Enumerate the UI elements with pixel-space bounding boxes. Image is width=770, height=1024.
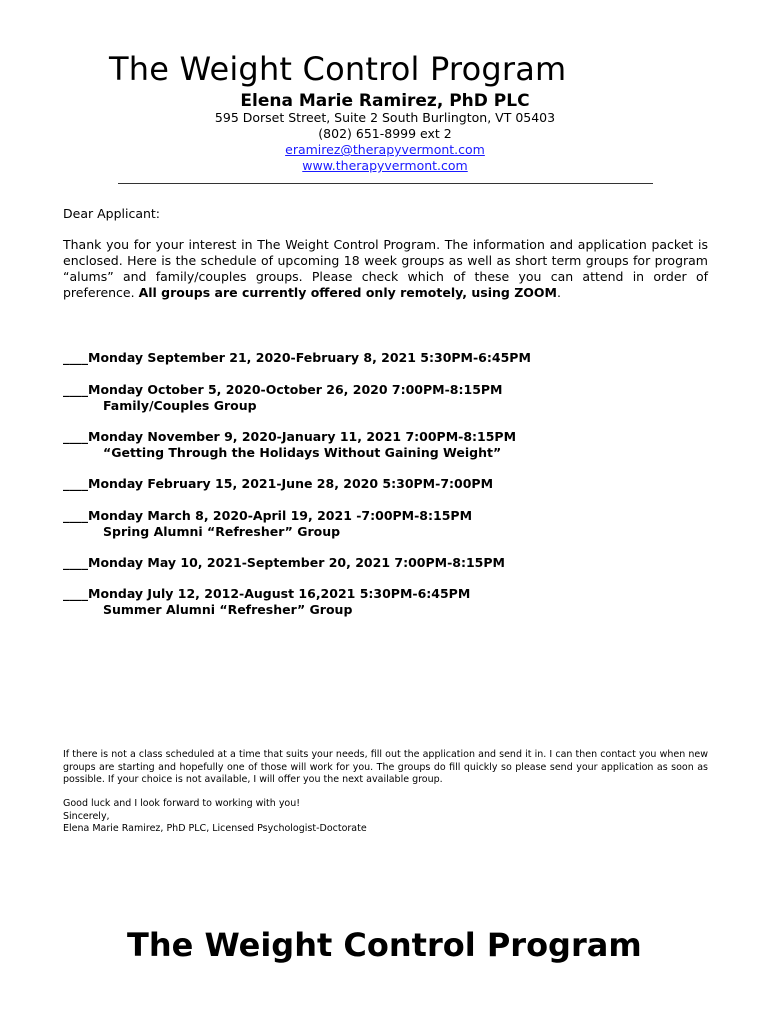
schedule-line: ____Monday July 12, 2012-August 16,2021 5:30PM-6:45PM bbox=[63, 586, 471, 601]
schedule-line: ____Monday March 8, 2020-April 19, 2021 -7:00PM-8:15PM bbox=[63, 508, 473, 523]
schedule-line: ____Monday November 9, 2020-January 11, 2021 7:00PM-8:15PM bbox=[63, 429, 517, 444]
schedule-item[interactable] bbox=[63, 382, 708, 414]
schedule-line: ____Monday September 21, 2020-February 8, 2021 5:30PM-6:45PM bbox=[63, 350, 531, 365]
footer-title: The Weight Control Program bbox=[127, 926, 642, 964]
address-line: 595 Dorset Street, Suite 2 South Burlington, VT 05403 bbox=[214, 110, 556, 125]
schedule-subtitle: Family/Couples Group bbox=[103, 398, 257, 413]
schedule-line: ____Monday May 10, 2021-September 20, 2021 7:00PM-8:15PM bbox=[63, 555, 505, 570]
schedule-item[interactable] bbox=[63, 429, 708, 461]
schedule-item[interactable] bbox=[63, 555, 708, 571]
schedule-item[interactable] bbox=[63, 508, 708, 540]
intro-bold-text: All groups are currently offered only remotely, using ZOOM bbox=[138, 285, 557, 300]
intro-paragraph bbox=[63, 237, 708, 301]
closing-note: If there is not a class scheduled at a time that suits your needs, fill out the application and send it in. I can then contact you when new groups are starting and hopefully one of those will work for you. The groups do fill quickly so please send your application as soon as possible. If your choice is not available, I will offer you the next available group. bbox=[63, 749, 708, 785]
good-luck-line: Good luck and I look forward to working with you! bbox=[63, 798, 301, 809]
website-line bbox=[0, 158, 770, 174]
schedule-subtitle: Summer Alumni “Refresher” Group bbox=[103, 602, 353, 617]
schedule-item[interactable] bbox=[63, 350, 708, 366]
intro-end: . bbox=[556, 285, 561, 300]
page-title: The Weight Control Program bbox=[109, 50, 567, 88]
schedule-line: ____Monday February 15, 2021-June 28, 2020 5:30PM-7:00PM bbox=[63, 476, 494, 491]
email-line bbox=[0, 142, 770, 158]
schedule-item[interactable] bbox=[63, 476, 708, 492]
header-divider bbox=[118, 183, 653, 184]
schedule-subtitle: Spring Alumni “Refresher” Group bbox=[103, 524, 341, 539]
signature-line: Elena Marie Ramirez, PhD PLC, Licensed Psychologist-Doctorate bbox=[63, 823, 367, 834]
author-name: Elena Marie Ramirez, PhD PLC bbox=[240, 91, 530, 111]
schedule-subtitle: “Getting Through the Holidays Without Gaining Weight” bbox=[103, 445, 502, 460]
sincerely-line: Sincerely, bbox=[63, 810, 110, 822]
intro-text: Thank you for your interest in The Weight Control Program. The information and application packet is enclosed. Here is the schedule of upcoming 18 week groups as well as short term groups for program “alums” and family/couples groups. Please check which of these you can attend in order of preference. bbox=[63, 237, 708, 300]
schedule-item[interactable] bbox=[63, 586, 708, 618]
phone-line: (802) 651-8999 ext 2 bbox=[318, 126, 452, 141]
email-link[interactable]: eramirez@therapyvermont.com bbox=[285, 142, 485, 157]
schedule-line: ____Monday October 5, 2020-October 26, 2020 7:00PM-8:15PM bbox=[63, 382, 503, 397]
salutation: Dear Applicant: bbox=[63, 206, 161, 221]
website-link[interactable]: www.therapyvermont.com bbox=[302, 158, 468, 173]
closing-block bbox=[63, 798, 708, 836]
